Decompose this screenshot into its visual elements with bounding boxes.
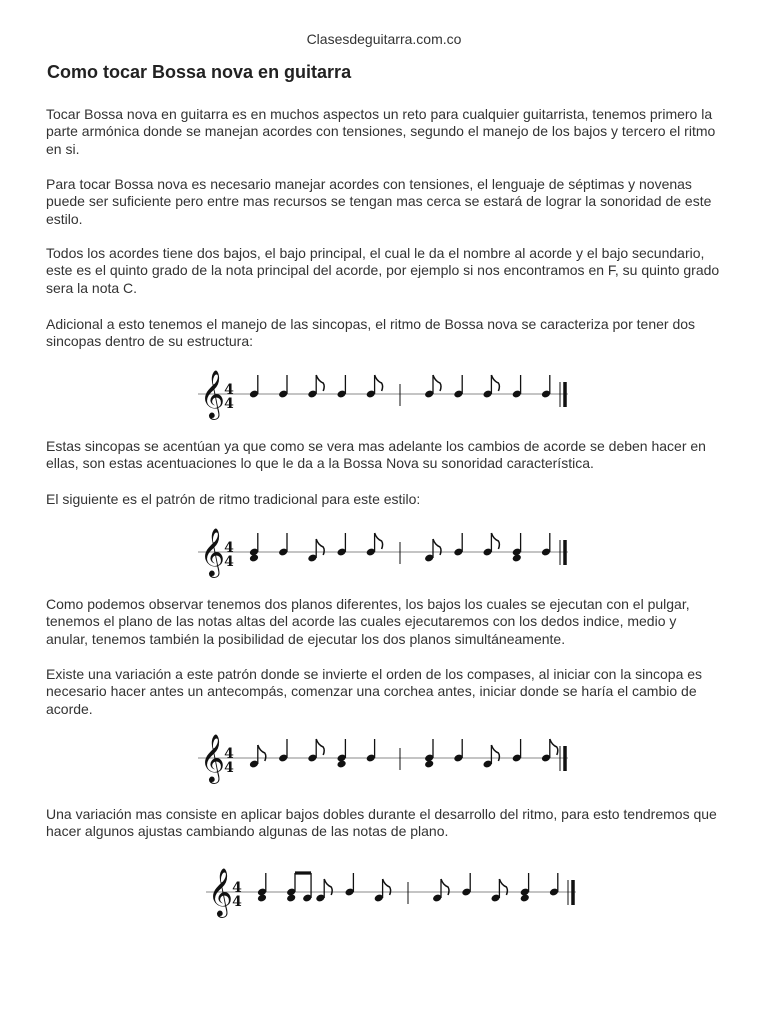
paragraph-double-bass: Una variación mas consiste en aplicar bajos dobles durante el desarrollo del ritmo, para esto tendremos que hacer algunos ajustas cambiando algunas de las notas de plano. (46, 806, 717, 840)
eighth-note (315, 879, 332, 903)
paragraph-intro: Tocar Bossa nova en guitarra es en muchos aspectos un reto para cualquier guitarrista, tenemos primero la parte armónica donde se manejan acordes con tensiones, segundo el manejo de los bajos y tercero el ritmo en si. (46, 106, 716, 157)
quarter-note (278, 533, 288, 557)
eighth-note (307, 375, 324, 399)
paragraph-bass: Todos los acordes tiene dos bajos, el bajo principal, el cual le da el nombre al acorde y el bajo secundario, este es el quinto grado de la nota principal del acorde, por ejemplo si nos encontramos en F, su quinto grado sera la nota C. (46, 245, 720, 296)
quarter-note (453, 375, 463, 399)
paragraph-accents: Estas sincopas se acentúan ya que como se vera mas adelante los cambios de acorde se deben hacer en ellas, son estas acentuaciones lo que le da a la Bossa Nova su sonoridad característica. (46, 438, 706, 472)
eighth-note (307, 739, 324, 763)
quarter-note (424, 739, 434, 769)
quarter-note (278, 739, 288, 763)
quarter-note (249, 533, 259, 563)
music-staff-syncopation (196, 364, 578, 426)
paragraph-variation: Existe una variación a este patrón donde se invierte el orden de los compases, al iniciar con la sincopa es necesario hacer antes un antecompás, comenzar una corchea antes, iniciar donde se haría el cambio de acorde. (46, 666, 703, 717)
quarter-note (366, 739, 376, 763)
time-signature-bottom: 4 (224, 760, 234, 776)
paragraph-planes: Como podemos observar tenemos dos planos diferentes, los bajos los cuales se ejecutan con el pulgar, tenemos el plano de las notas altas del acorde las cuales ejecutaremos con los dedos indice, medio y anular, tenemos también la posibilidad de ejecutar los dos planos simultáneamente. (46, 596, 690, 647)
quarter-note (337, 375, 347, 399)
quarter-note (249, 375, 259, 399)
quarter-note (345, 873, 355, 897)
eighth-note (307, 539, 324, 563)
quarter-note (461, 873, 471, 897)
beamed-eighth-notes (286, 873, 312, 903)
eighth-note (424, 539, 441, 563)
treble-clef-icon: 𝄞 (200, 527, 225, 576)
quarter-note (541, 533, 551, 557)
eighth-note (491, 879, 508, 903)
notehead (249, 553, 259, 562)
paragraph-pattern-intro: El siguiente es el patrón de ritmo tradicional para este estilo: (46, 491, 421, 507)
quarter-note (520, 873, 530, 903)
time-signature-bottom: 4 (224, 554, 234, 570)
notehead (286, 893, 296, 902)
eighth-note (541, 739, 558, 763)
quarter-note (257, 873, 267, 903)
time-signature-bottom: 4 (224, 396, 234, 412)
music-staff-inverted-variation (196, 728, 578, 790)
time-signature-bottom: 4 (232, 894, 242, 910)
quarter-note (549, 873, 559, 897)
eighth-note (483, 533, 500, 557)
treble-clef-icon: 𝄞 (200, 733, 225, 782)
notehead (520, 893, 530, 902)
site-name: Clasesdeguitarra.com.co (306, 31, 462, 47)
quarter-note (512, 375, 522, 399)
eighth-note (366, 375, 383, 399)
music-staff-double-bass (204, 862, 586, 924)
quarter-note (453, 739, 463, 763)
paragraph-syncopation: Adicional a esto tenemos el manejo de las sincopas, el ritmo de Bossa nova se caracteriza por tener dos sincopas dentro de su estructura: (46, 316, 696, 350)
eighth-note (374, 879, 391, 903)
notehead (512, 553, 522, 562)
time-signature-top: 4 (224, 746, 234, 762)
notehead (424, 759, 434, 768)
quarter-note (512, 739, 522, 763)
eighth-note (432, 879, 449, 903)
page-title: Como tocar Bossa nova en guitarra (47, 62, 352, 82)
quarter-note (337, 739, 347, 769)
eighth-note (483, 375, 500, 399)
music-staff-traditional-pattern (196, 522, 578, 584)
quarter-note (337, 533, 347, 557)
treble-clef-icon: 𝄞 (200, 369, 225, 418)
notehead (257, 893, 267, 902)
time-signature-top: 4 (232, 880, 242, 896)
time-signature-top: 4 (224, 382, 234, 398)
quarter-note (278, 375, 288, 399)
eighth-note (249, 745, 266, 769)
treble-clef-icon: 𝄞 (208, 867, 233, 916)
quarter-note (453, 533, 463, 557)
time-signature-top: 4 (224, 540, 234, 556)
quarter-note (541, 375, 551, 399)
quarter-note (512, 533, 522, 563)
eighth-note (366, 533, 383, 557)
eighth-note (483, 745, 500, 769)
eighth-note (424, 375, 441, 399)
notehead (337, 759, 347, 768)
paragraph-chords: Para tocar Bossa nova es necesario manejar acordes con tensiones, el lenguaje de séptimas y novenas puede ser suficiente pero entre mas recursos se tengan mas cerca se estará de lograr la sonoridad de este estilo. (46, 176, 712, 227)
